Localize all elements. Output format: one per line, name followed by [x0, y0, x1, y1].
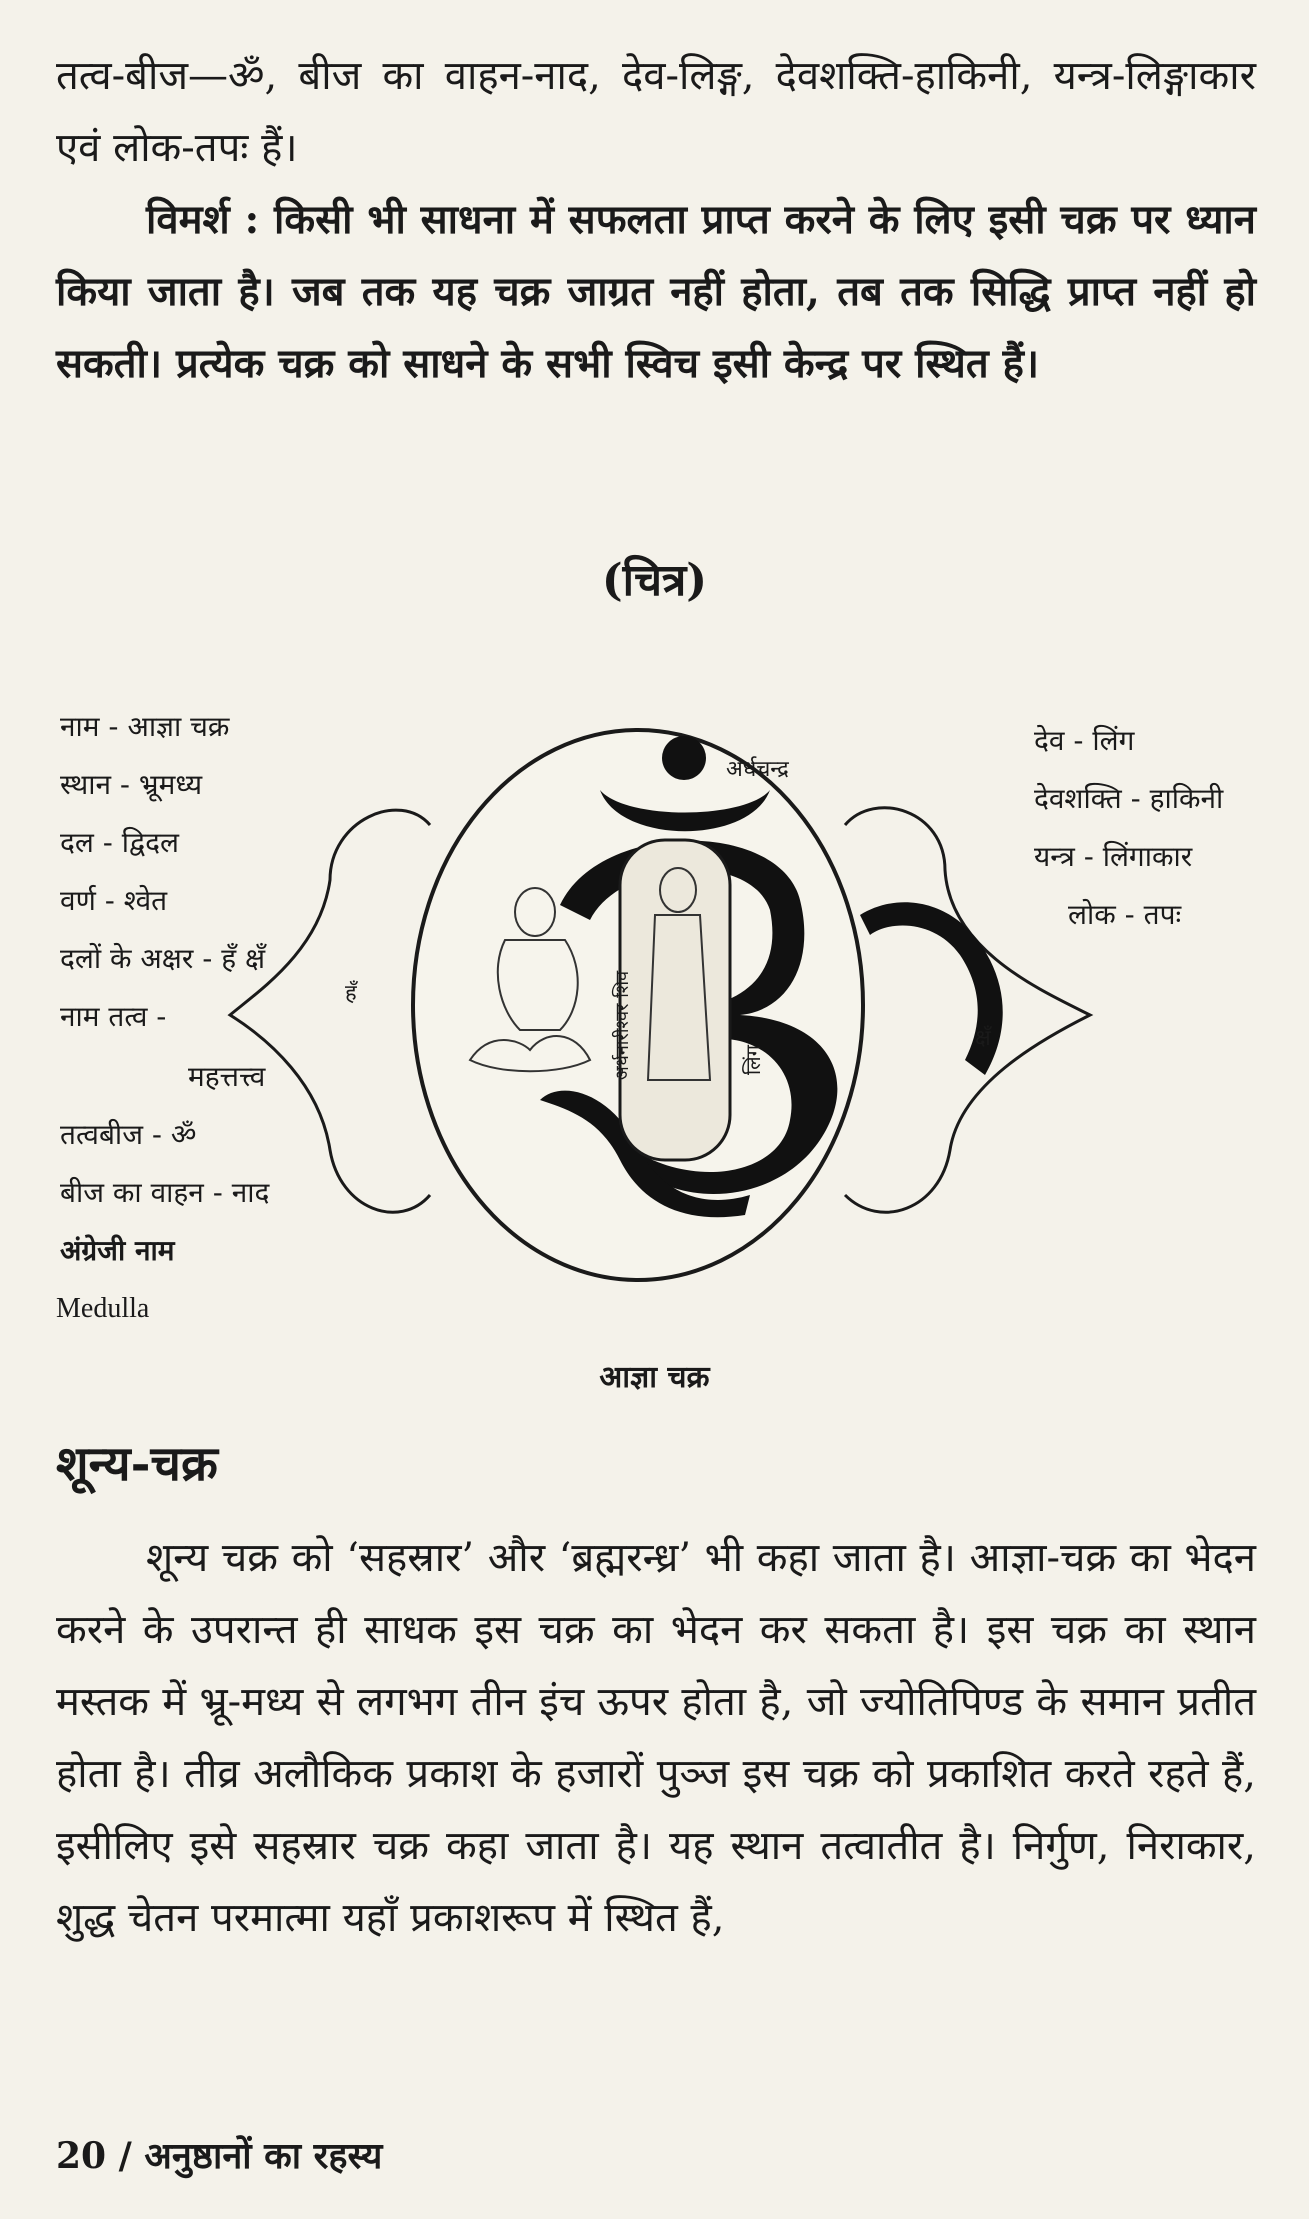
label-petals: दल - द्विदल	[60, 826, 179, 859]
linga-label: लिंग	[741, 1045, 765, 1075]
crescent-label: अर्धचन्द्र	[726, 757, 789, 782]
label-element-value: महत्तत्त्व	[188, 1060, 266, 1093]
figure-title: (चित्र)	[601, 555, 708, 606]
label-english-name: अंग्रेजी नाम	[60, 1234, 175, 1267]
right-petal-letter: क्षँ	[975, 1026, 991, 1051]
label-seed-vehicle: बीज का वाहन - नाद	[60, 1176, 270, 1209]
label-shakti: देवशक्ति - हाकिनी	[1034, 782, 1224, 815]
label-name: नाम - आज्ञा चक्र	[60, 710, 230, 743]
figure-caption: आज्ञा चक्र	[599, 1360, 710, 1395]
shunya-chakra-paragraph: शून्य चक्र को ‘सहस्रार’ और ‘ब्रह्मरन्ध्र’ भी कहा जाता है। आज्ञा-चक्र का भेदन करने के उपरान्त ही साधक इस चक्र का भेदन कर सकता है। इस चक्र का स्थान मस्तक में भ्रू-मध्य से लगभग तीन इंच ऊपर होता है, जो ज्योतिपिण्ड के समान प्रतीत होता है। तीव्र अलौकिक प्रकाश के हजारों पुञ्ज इस चक्र को प्रकाशित करते रहते हैं, इसीलिए इसे सहस्रार चक्र कहा जाता है। यह स्थान तत्वातीत है। निर्गुण, निराकार, शुद्ध चेतन परमात्मा यहाँ प्रकाशरूप में स्थित हैं,	[56, 1535, 1256, 1941]
label-petal-letters: दलों के अक्षर - हँ क्षँ	[60, 942, 266, 975]
label-seed: तत्वबीज - ॐ	[60, 1118, 197, 1151]
label-loka: लोक - तपः	[1068, 898, 1182, 931]
left-petal	[230, 810, 430, 1212]
label-element-name: नाम तत्व -	[60, 1000, 167, 1033]
bindu	[662, 736, 706, 780]
label-yantra: यन्त्र - लिंगाकार	[1034, 840, 1193, 873]
page-footer: 20 / अनुष्ठानों का रहस्य	[56, 2135, 383, 2177]
label-location: स्थान - भ्रूमध्य	[60, 768, 203, 801]
label-colour: वर्ण - श्वेत	[60, 884, 168, 917]
label-deity: देव - लिंग	[1034, 724, 1135, 757]
left-petal-letter: हँ	[345, 981, 357, 1006]
intro-paragraph: तत्व-बीज—ॐ, बीज का वाहन-नाद, देव-लिङ्ग, देवशक्ति-हाकिनी, यन्त्र-लिङ्गाकार एवं लोक-तपः हैं।	[56, 53, 1256, 171]
ardhanarishvara-label: अर्धनारीश्वर शिव	[612, 970, 633, 1080]
linga-pillar	[620, 840, 730, 1160]
vimarsh-paragraph: विमर्श : किसी भी साधना में सफलता प्राप्त करने के लिए इसी चक्र पर ध्यान किया जाता है। जब तक यह चक्र जाग्रत नहीं होता, तब तक सिद्धि प्राप्त नहीं हो सकती। प्रत्येक चक्र को साधने के सभी स्विच इसी केन्द्र पर स्थित हैं।	[56, 196, 1256, 387]
section-heading: शून्य-चक्र	[56, 1436, 218, 1492]
label-english-value: Medulla	[56, 1293, 150, 1324]
